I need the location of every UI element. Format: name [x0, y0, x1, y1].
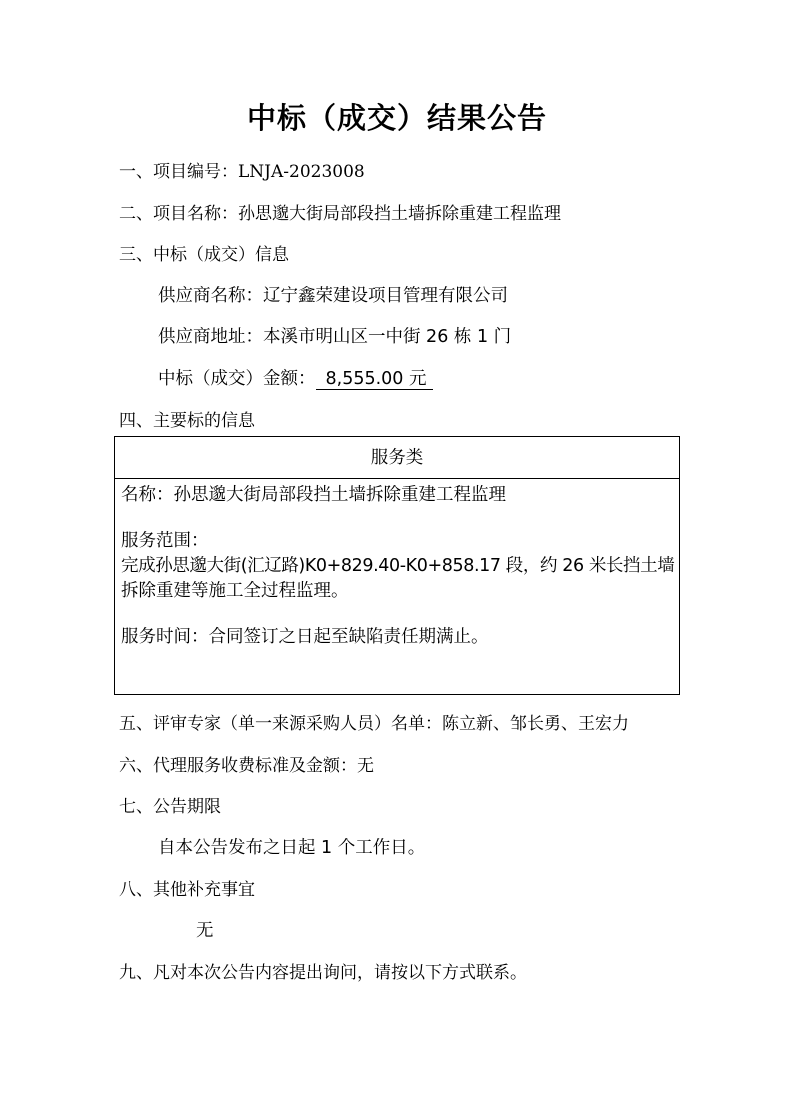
award-amount-label: 中标（成交）金额：: [158, 369, 316, 389]
service-scope-line-2: 拆除重建等施工全过程监理。: [121, 581, 349, 601]
expert-list: 五、评审专家（单一来源采购人员）名单：陈立新、邹长勇、王宏力: [119, 714, 629, 734]
subject-table: [114, 436, 680, 695]
contact-heading: 九、凡对本次公告内容提出询问，请按以下方式联系。: [119, 963, 527, 983]
project-number: 一、项目编号：LNJA-2023008: [119, 162, 365, 182]
project-name: 二、项目名称：孙思邈大街局部段挡土墙拆除重建工程监理: [119, 204, 561, 224]
page-title: 中标（成交）结果公告: [246, 101, 547, 135]
award-amount-value: 8,555.00 元: [316, 369, 433, 390]
other-matters-detail: 无: [196, 921, 214, 941]
main-subject-heading: 四、主要标的信息: [119, 411, 255, 431]
other-matters-heading: 八、其他补充事宜: [119, 880, 255, 900]
table-body: [115, 479, 679, 650]
agency-fee: 六、代理服务收费标准及金额：无: [119, 756, 374, 776]
award-info-heading: 三、中标（成交）信息: [119, 245, 289, 265]
service-scope-line-1: 完成孙思邈大街(汇辽路)K0+829.40-K0+858.17 段，约 26 米长挡土墙: [121, 556, 675, 576]
notice-period-detail: 自本公告发布之日起 1 个工作日。: [158, 838, 426, 858]
service-name: 名称：孙思邈大街局部段挡土墙拆除重建工程监理: [121, 485, 506, 505]
award-amount: [158, 365, 433, 390]
notice-period-heading: 七、公告期限: [119, 797, 221, 817]
service-time: 服务时间：合同签订之日起至缺陷责任期满止。: [121, 627, 489, 647]
service-scope-label: 服务范围：: [121, 531, 209, 551]
supplier-address: 供应商地址：本溪市明山区一中街 26 栋 1 门: [158, 327, 512, 347]
supplier-name: 供应商名称：辽宁鑫荣建设项目管理有限公司: [158, 286, 508, 306]
table-header: 服务类: [115, 437, 679, 479]
